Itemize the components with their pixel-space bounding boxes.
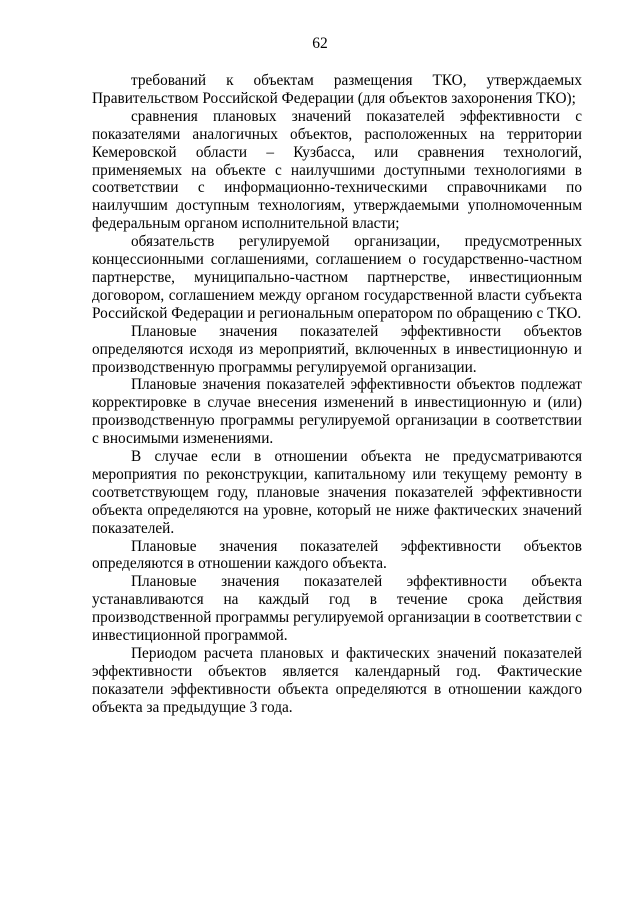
- paragraph-obligations: обязательств регулируемой организации, предусмотренных концессионными соглашениями, соглашением о государственно-частном партнерстве, муниципально-частном партнерстве, инвестиционным договором, соглашением между органом государственной власти субъекта Российской Федерации и региональным оператором по обращению с ТКО.: [92, 233, 582, 322]
- paragraph-comparison: сравнения плановых значений показателей эффективности с показателями аналогичных объектов, расположенных на территории Кемеровской области – Кузбасса, или сравнения технологий, применяемых на объекте с наилучшими доступными технологиями в соответствии с информационно-техническими справочниками по наилучшим доступным технологиям, утверждаемыми уполномоченным федеральным органом исполнительной власти;: [92, 107, 582, 233]
- document-body: [92, 72, 582, 717]
- paragraph-annual-setting: Плановые значения показателей эффективности объекта устанавливаются на каждый год в течение срока действия производственной программы регулируемой организации в соответствии с инвестиционной программой.: [92, 573, 582, 645]
- paragraph-tko-requirements: требований к объектам размещения ТКО, утверждаемых Правительством Российской Федерации (для объектов захоронения ТКО);: [92, 72, 582, 107]
- page-number: 62: [312, 35, 328, 52]
- paragraph-per-object: Плановые значения показателей эффективности объектов определяются в отношении каждого объекта.: [92, 537, 582, 573]
- paragraph-no-repair-case: В случае если в отношении объекта не предусматриваются мероприятия по реконструкции, капитальному или текущему ремонту в соответствующем году, плановые значения показателей эффективности объекта определяются на уровне, который не ниже фактических значений показателей.: [92, 448, 582, 537]
- paragraph-calculation-period: Периодом расчета плановых и фактических значений показателей эффективности объектов является календарный год. Фактические показатели эффективности объекта определяются в отношении каждого объекта за предыдущие 3 года.: [92, 645, 582, 716]
- paragraph-planned-values-basis: Плановые значения показателей эффективности объектов определяются исходя из мероприятий, включенных в инвестиционную и производственную программы регулируемой организации.: [92, 322, 582, 376]
- paragraph-planned-values-adjustment: Плановые значения показателей эффективности объектов подлежат корректировке в случае внесения изменений в инвестиционную и (или) производственную программы регулируемой организации в соответствии с вносимыми изменениями.: [92, 376, 582, 448]
